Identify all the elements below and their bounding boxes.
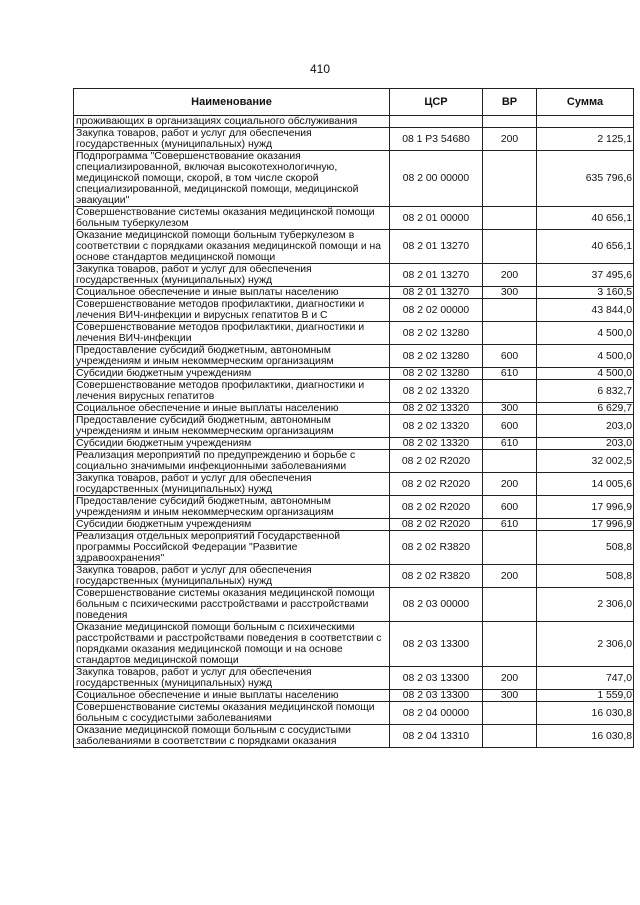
cell-name: Социальное обеспечение и иные выплаты населению: [74, 287, 390, 299]
cell-name: Субсидии бюджетным учреждениям: [74, 519, 390, 531]
cell-vr: 610: [483, 438, 537, 450]
cell-csr: 08 2 02 13280: [390, 345, 483, 368]
table-row: [74, 531, 634, 565]
cell-sum: 635 796,6: [537, 151, 634, 207]
cell-vr: 600: [483, 415, 537, 438]
cell-vr: 610: [483, 519, 537, 531]
cell-sum: 6 832,7: [537, 380, 634, 403]
cell-csr: 08 2 02 00000: [390, 299, 483, 322]
cell-csr: 08 2 04 00000: [390, 702, 483, 725]
cell-vr: 600: [483, 345, 537, 368]
cell-sum: 203,0: [537, 415, 634, 438]
table-row: [74, 380, 634, 403]
budget-table: [73, 88, 634, 748]
cell-csr: 08 2 02 R2020: [390, 519, 483, 531]
cell-csr: 08 2 03 13300: [390, 622, 483, 667]
cell-name: Закупка товаров, работ и услуг для обеспечения государственных (муниципальных) нужд: [74, 264, 390, 287]
cell-name: Предоставление субсидий бюджетным, автономным учреждениям и иным некоммерческим организациям: [74, 496, 390, 519]
cell-name: Оказание медицинской помощи больным с сосудистыми заболеваниями в соответствии с порядками оказания: [74, 725, 390, 748]
cell-vr: [483, 299, 537, 322]
cell-csr: 08 2 02 R2020: [390, 496, 483, 519]
cell-sum: 40 656,1: [537, 207, 634, 230]
cell-name: Закупка товаров, работ и услуг для обеспечения государственных (муниципальных) нужд: [74, 565, 390, 588]
cell-name: Реализация отдельных мероприятий Государственной программы Российской Федерации "Развитие здравоохранения": [74, 531, 390, 565]
cell-name: Закупка товаров, работ и услуг для обеспечения государственных (муниципальных) нужд: [74, 128, 390, 151]
cell-csr: 08 2 02 13320: [390, 438, 483, 450]
cell-vr: [483, 322, 537, 345]
table-body: [74, 116, 634, 748]
cell-name: проживающих в организациях социального обслуживания: [74, 116, 390, 128]
cell-sum: 4 500,0: [537, 345, 634, 368]
cell-name: Социальное обеспечение и иные выплаты населению: [74, 690, 390, 702]
table-row: [74, 702, 634, 725]
cell-name: Социальное обеспечение и иные выплаты населению: [74, 403, 390, 415]
table-row: [74, 322, 634, 345]
table-row: [74, 299, 634, 322]
cell-vr: [483, 230, 537, 264]
cell-sum: 16 030,8: [537, 702, 634, 725]
cell-vr: [483, 207, 537, 230]
cell-vr: [483, 531, 537, 565]
cell-csr: [390, 116, 483, 128]
cell-name: Субсидии бюджетным учреждениям: [74, 368, 390, 380]
cell-name: Совершенствование системы оказания медицинской помощи больным с психическими расстройствами и расстройствами поведения: [74, 588, 390, 622]
table-row: [74, 438, 634, 450]
table-header-row: [74, 89, 634, 116]
cell-vr: 610: [483, 368, 537, 380]
cell-csr: 08 2 00 00000: [390, 151, 483, 207]
cell-sum: 17 996,9: [537, 496, 634, 519]
cell-csr: 08 2 02 13320: [390, 415, 483, 438]
cell-sum: 43 844,0: [537, 299, 634, 322]
cell-name: Закупка товаров, работ и услуг для обеспечения государственных (муниципальных) нужд: [74, 473, 390, 496]
cell-sum: [537, 116, 634, 128]
table-row: [74, 519, 634, 531]
cell-sum: 4 500,0: [537, 368, 634, 380]
cell-csr: 08 2 02 13280: [390, 368, 483, 380]
table-row: [74, 264, 634, 287]
cell-vr: 300: [483, 287, 537, 299]
cell-sum: 747,0: [537, 667, 634, 690]
table-row: [74, 116, 634, 128]
cell-csr: 08 2 02 13320: [390, 380, 483, 403]
cell-csr: 08 2 02 R3820: [390, 565, 483, 588]
cell-sum: 37 495,6: [537, 264, 634, 287]
header-csr: ЦСР: [390, 89, 483, 116]
cell-name: Оказание медицинской помощи больным с психическими расстройствами и расстройствами поведения в соответствии с порядками оказания медицинской помощи и на основе стандартов медицинской помощи: [74, 622, 390, 667]
cell-csr: 08 2 03 13300: [390, 667, 483, 690]
table-row: [74, 151, 634, 207]
table-row: [74, 690, 634, 702]
cell-vr: [483, 450, 537, 473]
cell-csr: 08 2 03 13300: [390, 690, 483, 702]
cell-name: Совершенствование методов профилактики, диагностики и лечения вирусных гепатитов: [74, 380, 390, 403]
cell-sum: 203,0: [537, 438, 634, 450]
header-vr: ВР: [483, 89, 537, 116]
header-sum: Сумма: [537, 89, 634, 116]
cell-sum: 4 500,0: [537, 322, 634, 345]
cell-name: Подпрограмма "Совершенствование оказания специализированной, включая высокотехнологичную, медицинской помощи, скорой, в том числе скорой специализированной, медицинской помощи, медицинской эвакуации": [74, 151, 390, 207]
table-row: [74, 128, 634, 151]
cell-sum: 6 629,7: [537, 403, 634, 415]
cell-csr: 08 2 02 13280: [390, 322, 483, 345]
table-row: [74, 565, 634, 588]
cell-name: Совершенствование методов профилактики, диагностики и лечения ВИЧ-инфекции: [74, 322, 390, 345]
cell-sum: 16 030,8: [537, 725, 634, 748]
cell-sum: 17 996,9: [537, 519, 634, 531]
header-name: Наименование: [74, 89, 390, 116]
table-row: [74, 368, 634, 380]
table-row: [74, 588, 634, 622]
cell-vr: [483, 725, 537, 748]
cell-csr: 08 2 02 13320: [390, 403, 483, 415]
cell-csr: 08 2 03 00000: [390, 588, 483, 622]
page-number: 410: [309, 62, 331, 76]
cell-name: Оказание медицинской помощи больным туберкулезом в соответствии с порядками оказания медицинской помощи и на основе стандартов медицинской помощи: [74, 230, 390, 264]
cell-vr: 200: [483, 264, 537, 287]
cell-csr: 08 2 02 R2020: [390, 450, 483, 473]
cell-name: Субсидии бюджетным учреждениям: [74, 438, 390, 450]
cell-csr: 08 2 01 13270: [390, 230, 483, 264]
cell-name: Предоставление субсидий бюджетным, автономным учреждениям и иным некоммерческим организациям: [74, 345, 390, 368]
cell-sum: 1 559,0: [537, 690, 634, 702]
cell-vr: 300: [483, 403, 537, 415]
table-row: [74, 287, 634, 299]
cell-csr: 08 2 02 R3820: [390, 531, 483, 565]
cell-name: Реализация мероприятий по предупреждению и борьбе с социально значимыми инфекционными заболеваниями: [74, 450, 390, 473]
table-row: [74, 667, 634, 690]
cell-name: Совершенствование системы оказания медицинской помощи больным туберкулезом: [74, 207, 390, 230]
cell-vr: [483, 622, 537, 667]
cell-sum: 508,8: [537, 565, 634, 588]
cell-csr: 08 2 01 00000: [390, 207, 483, 230]
cell-vr: 600: [483, 496, 537, 519]
table-row: [74, 415, 634, 438]
cell-sum: 3 160,5: [537, 287, 634, 299]
table-row: [74, 496, 634, 519]
cell-vr: 200: [483, 667, 537, 690]
cell-vr: [483, 116, 537, 128]
cell-sum: 14 005,6: [537, 473, 634, 496]
cell-name: Предоставление субсидий бюджетным, автономным учреждениям и иным некоммерческим организациям: [74, 415, 390, 438]
cell-vr: [483, 380, 537, 403]
cell-csr: 08 2 04 13310: [390, 725, 483, 748]
cell-sum: 508,8: [537, 531, 634, 565]
table-row: [74, 230, 634, 264]
cell-vr: [483, 151, 537, 207]
cell-vr: 200: [483, 565, 537, 588]
table-row: [74, 207, 634, 230]
cell-name: Совершенствование методов профилактики, диагностики и лечения ВИЧ-инфекции и вирусных гепатитов В и С: [74, 299, 390, 322]
table-row: [74, 345, 634, 368]
cell-csr: 08 2 01 13270: [390, 287, 483, 299]
table-row: [74, 403, 634, 415]
cell-vr: [483, 588, 537, 622]
cell-sum: 2 125,1: [537, 128, 634, 151]
cell-sum: 32 002,5: [537, 450, 634, 473]
table-row: [74, 725, 634, 748]
cell-vr: [483, 702, 537, 725]
cell-vr: 300: [483, 690, 537, 702]
table-row: [74, 450, 634, 473]
cell-vr: 200: [483, 128, 537, 151]
cell-sum: 40 656,1: [537, 230, 634, 264]
cell-csr: 08 2 01 13270: [390, 264, 483, 287]
table-row: [74, 622, 634, 667]
cell-csr: 08 2 02 R2020: [390, 473, 483, 496]
cell-name: Закупка товаров, работ и услуг для обеспечения государственных (муниципальных) нужд: [74, 667, 390, 690]
cell-sum: 2 306,0: [537, 622, 634, 667]
cell-sum: 2 306,0: [537, 588, 634, 622]
table-row: [74, 473, 634, 496]
cell-vr: 200: [483, 473, 537, 496]
cell-name: Совершенствование системы оказания медицинской помощи больным с сосудистыми заболеваниями: [74, 702, 390, 725]
cell-csr: 08 1 Р3 54680: [390, 128, 483, 151]
